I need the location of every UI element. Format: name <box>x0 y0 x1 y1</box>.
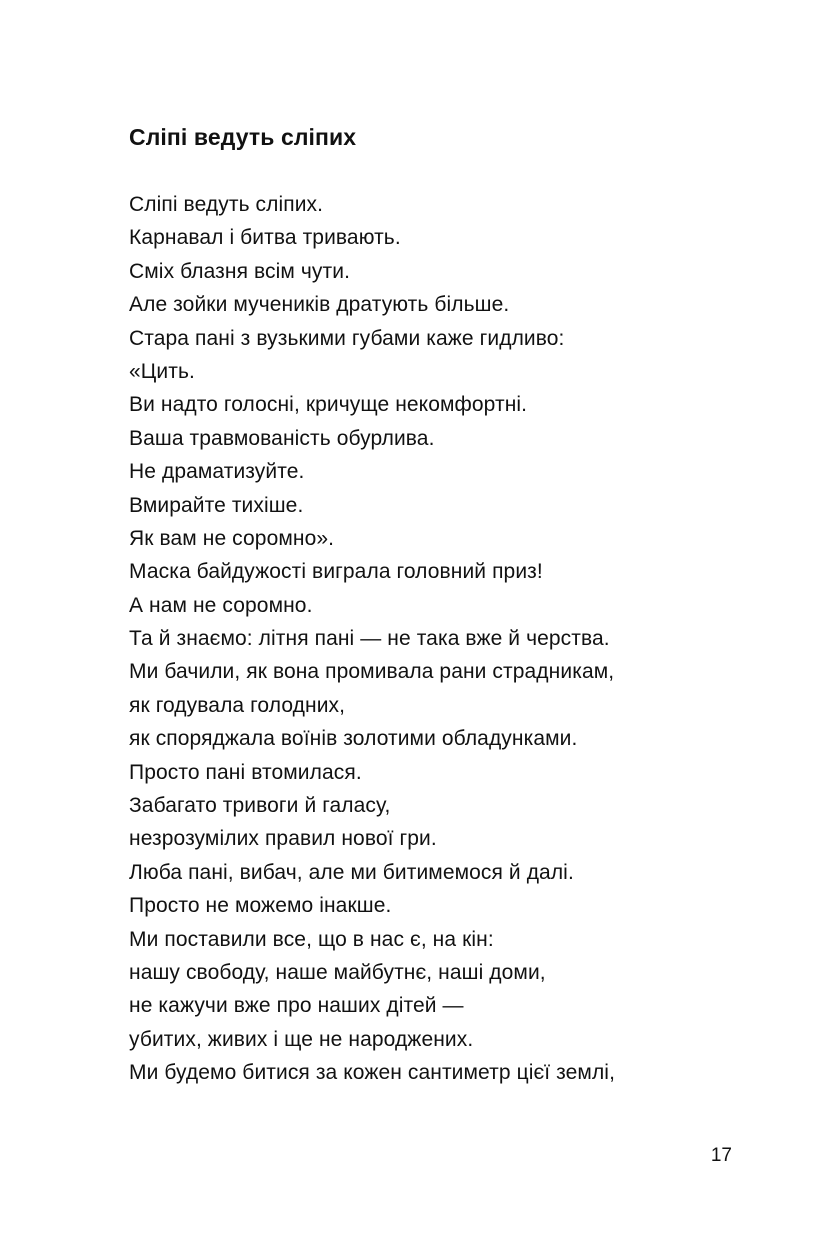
poem-line: «Цить. <box>129 359 195 383</box>
poem-line: А нам не соромно. <box>129 593 313 617</box>
poem-line: Ваша травмованість обурлива. <box>129 426 435 450</box>
poem-line: Маска байдужості виграла головний приз! <box>129 560 543 584</box>
poem-line: Але зойки мучеників дратують більше. <box>129 293 510 317</box>
poem-body <box>129 188 615 1090</box>
poem-line: незрозумілих правил нової гри. <box>129 827 437 851</box>
poem-line: Як вам не соромно». <box>129 526 335 550</box>
poem-line: Вмирайте тихіше. <box>129 493 304 517</box>
poem-line: Ми бачили, як вона промивала рани страдникам, <box>129 660 615 684</box>
poem-line: Сліпі ведуть сліпих. <box>129 193 324 216</box>
poem-line: Ми поставили все, що в нас є, на кін: <box>129 927 494 951</box>
poem-line: Та й знаємо: літня пані — не така вже й черства. <box>129 627 610 651</box>
poem-line: як споряджала воїнів золотими обладунками. <box>129 727 578 751</box>
poem-line: не кажучи вже про наших дітей — <box>129 994 464 1018</box>
poem-line: Ви надто голосні, кричуще некомфортні. <box>129 393 528 417</box>
poem-line: Не драматизуйте. <box>129 460 305 484</box>
poem-line: Ми будемо битися за кожен сантиметр цієї землі, <box>129 1061 616 1085</box>
page-number: 17 <box>710 1145 732 1166</box>
poem-title: Сліпі ведуть сліпих <box>129 124 357 150</box>
poem-line: Сміх блазня всім чути. <box>129 259 350 283</box>
poem-line: Забагато тривоги й галасу, <box>129 794 391 818</box>
poem-line: убитих, живих і ще не народжених. <box>129 1027 474 1051</box>
poem-line: Люба пані, вибач, але ми битимемося й далі. <box>129 860 574 884</box>
poem-line: Стара пані з вузькими губами каже гидливо: <box>129 326 565 350</box>
poem-line: Просто не можемо інакше. <box>129 894 392 918</box>
poem-line: Карнавал і битва тривають. <box>129 226 401 250</box>
poem-line: нашу свободу, наше майбутнє, наші доми, <box>129 960 546 984</box>
poem-line: як годувала голодних, <box>129 693 346 717</box>
poem-line: Просто пані втомилася. <box>129 760 362 784</box>
